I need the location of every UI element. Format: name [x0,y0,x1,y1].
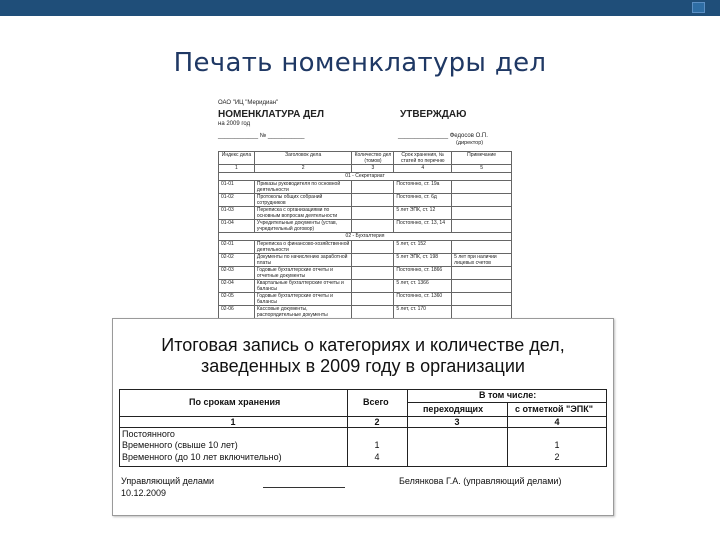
document-year: на 2009 год [218,121,251,127]
cell-title: Документы по начислению заработной платы [254,254,352,267]
cell-count [352,241,394,254]
cell-index: 01-02 [219,194,255,207]
row-label: Постоянного [122,429,175,439]
cell-title: Годовые бухгалтерские отчеты и отчетные документы [254,267,352,280]
nomenclature-header-row [219,152,512,165]
header-transfer: переходящих [423,404,484,414]
cell-title: Протоколы общих собраний сотрудников [254,194,352,207]
cell-note: 5 лет при наличии лицевых счетов [452,254,512,267]
cell-count [352,207,394,220]
summary-title-line1: Итоговая запись о категориях и количестве дел, [161,335,565,355]
grid-line [119,466,607,467]
table-row [219,254,512,267]
footer-signature: Белянкова Г.А. (управляющий делами) [399,476,562,486]
cell-note [452,181,512,194]
cell-count [352,181,394,194]
cell-term: Постоянно, ст. 1360 [394,293,452,306]
col-number: 2 [374,417,380,427]
cell-index: 02-06 [219,306,255,319]
col-number: 5 [452,165,512,173]
cell-note [452,280,512,293]
col-number: 2 [254,165,352,173]
cell-title: Переписка о финансово-хозяйственной деятельности [254,241,352,254]
col-number: 4 [554,417,560,427]
cell-count [352,194,394,207]
col-number: 3 [352,165,394,173]
document-approve: УТВЕРЖДАЮ [400,109,467,120]
row-total: 4 [374,452,380,462]
footer-role: Управляющий делами [121,476,215,486]
header-cell: Срок хранения, № статей по перечню [394,152,452,165]
cell-count [352,280,394,293]
document-signer: _______________ Федосов О.П. [398,133,488,139]
nomenclature-number-row [219,165,512,173]
cell-index: 02-01 [219,241,255,254]
row-label: Временного (свыше 10 лет) [122,440,238,450]
row-total: 1 [374,440,380,450]
section-title: 01 - Секретариат [219,173,512,181]
cell-term: 5 лет ЭПК, ст. 12 [394,207,452,220]
table-row [219,293,512,306]
cell-note [452,207,512,220]
grid-line [119,389,120,467]
summary-table [119,389,607,467]
cell-note [452,306,512,319]
header-cell: Индекс дела [219,152,255,165]
slide-top-bar [0,0,720,16]
signature-line [263,487,345,488]
table-row [219,207,512,220]
cell-term: Постоянно, ст. 6д [394,194,452,207]
cell-index: 02-04 [219,280,255,293]
footer-date: 10.12.2009 [121,488,167,498]
table-row [219,306,512,319]
cell-index: 01-03 [219,207,255,220]
cell-term: Постоянно, ст. 19а [394,181,452,194]
cell-count [352,220,394,233]
col-number: 4 [394,165,452,173]
cell-index: 01-04 [219,220,255,233]
header-total: Всего [363,397,389,407]
cell-count [352,293,394,306]
cell-index: 02-05 [219,293,255,306]
row-label: Временного (до 10 лет включительно) [122,452,282,462]
summary-card [112,318,614,516]
summary-title-line2: заведенных в 2009 году в организации [201,356,525,376]
cell-index: 01-01 [219,181,255,194]
cell-index: 02-02 [219,254,255,267]
cell-note [452,293,512,306]
top-bar-square [692,2,705,13]
cell-note [452,194,512,207]
header-by-term: По срокам хранения [189,397,281,407]
grid-line [407,389,408,467]
header-cell: Заголовок дела [254,152,352,165]
header-epk: с отметкой "ЭПК" [515,404,593,414]
row-epk: 2 [554,452,560,462]
cell-title: Квартальные бухгалтерские отчеты и балансы [254,280,352,293]
table-row [219,241,512,254]
cell-title: Учредительные документы (устав, учредительный договор) [254,220,352,233]
table-row [219,267,512,280]
cell-note [452,241,512,254]
cell-count [352,254,394,267]
row-epk: 1 [554,440,560,450]
col-number: 1 [230,417,236,427]
section-row [219,173,512,181]
document-heading: НОМЕНКЛАТУРА ДЕЛ [218,109,324,120]
table-row [219,280,512,293]
cell-title: Переписка с организациями по основным вопросам деятельности [254,207,352,220]
cell-title: Годовые бухгалтерские отчеты и балансы [254,293,352,306]
document-org: ОАО "ИЦ "Меридиан" [218,100,279,106]
summary-title [113,335,613,377]
cell-title: Кассовые документы, распорядительные документы [254,306,352,319]
document-number: ____________ № ___________ [218,133,305,139]
table-row [219,220,512,233]
cell-term: Постоянно, ст. 13, 14 [394,220,452,233]
col-number: 3 [454,417,460,427]
cell-note [452,220,512,233]
header-including: В том числе: [479,390,537,400]
cell-note [452,267,512,280]
header-cell: Примечание [452,152,512,165]
header-cell: Количество дел (томов) [352,152,394,165]
cell-term: 5 лет, ст. 170 [394,306,452,319]
table-row [219,194,512,207]
cell-index: 02-03 [219,267,255,280]
cell-title: Приказы руководителя по основной деятельности [254,181,352,194]
slide-title: Печать номенклатуры дел [173,48,547,78]
section-row [219,233,512,241]
cell-count [352,306,394,319]
cell-term: Постоянно, ст. 1866 [394,267,452,280]
section-title: 02 - Бухгалтерия [219,233,512,241]
nomenclature-document [212,96,518,326]
cell-count [352,267,394,280]
col-number: 1 [219,165,255,173]
nomenclature-table [218,151,512,326]
document-signer-position: (директор) [456,140,484,146]
cell-term: 5 лет ЭПК, ст. 198 [394,254,452,267]
cell-term: 5 лет, ст. 152 [394,241,452,254]
cell-term: 5 лет, ст. 1366 [394,280,452,293]
table-row [219,181,512,194]
